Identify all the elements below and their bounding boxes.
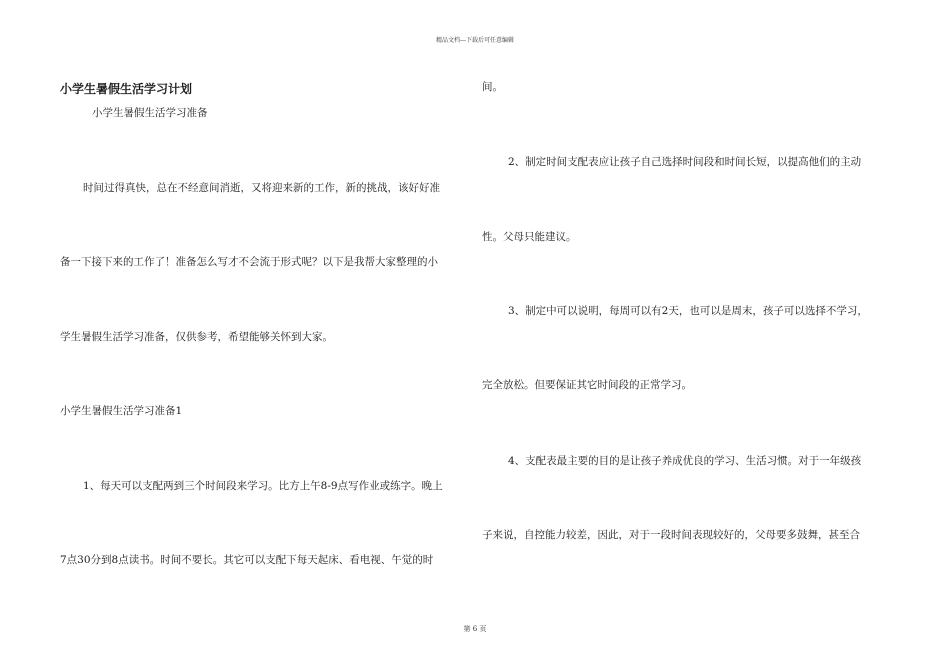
page-number: 第 6 页 bbox=[463, 625, 487, 633]
paragraph-line: 学生暑假生活学习准备，仅供参考，希望能够关怀到大家。 bbox=[60, 331, 333, 343]
subtitle: 小学生暑假生活学习准备 bbox=[92, 107, 208, 119]
paragraph-line: 2、制定时间支配表应让孩子自己选择时间段和时间长短，以提高他们的主动 bbox=[508, 156, 862, 168]
paragraph-line: 7点30分到8点读书。时间不要长。其它可以支配下每天起床、看电视、午觉的时 bbox=[60, 554, 434, 566]
paragraph-line: 备一下接下来的工作了！准备怎么写才不会流于形式呢？以下是我帮大家整理的小 bbox=[60, 256, 438, 268]
paragraph-line: 子来说，自控能力较差，因此，对于一段时间表现较好的，父母要多鼓舞，甚至合 bbox=[482, 529, 860, 541]
paragraph-line: 时间过得真快，总在不经意间消逝，又将迎来新的工作，新的挑战，该好好准 bbox=[83, 182, 440, 194]
paragraph-line: 1、每天可以支配两到三个时间段来学习。比方上午8-9点写作业或练字。晚上 bbox=[83, 480, 443, 492]
paragraph-line: 4、支配表最主要的目的是让孩子养成优良的学习、生活习惯。对于一年级孩 bbox=[508, 455, 862, 467]
paragraph-line: 性。父母只能建议。 bbox=[482, 231, 577, 243]
document-title: 小学生暑假生活学习计划 bbox=[60, 82, 193, 96]
paragraph-line: 3、制定中可以说明，每周可以有2天，也可以是周末，孩子可以选择不学习， bbox=[508, 305, 868, 317]
paragraph-line: 完全放松。但要保证其它时间段的正常学习。 bbox=[482, 379, 692, 391]
page-header: 精品文档---下载后可任意编辑 bbox=[435, 37, 515, 44]
section-heading: 小学生暑假生活学习准备1 bbox=[60, 405, 183, 417]
paragraph-line: 间。 bbox=[482, 81, 503, 93]
